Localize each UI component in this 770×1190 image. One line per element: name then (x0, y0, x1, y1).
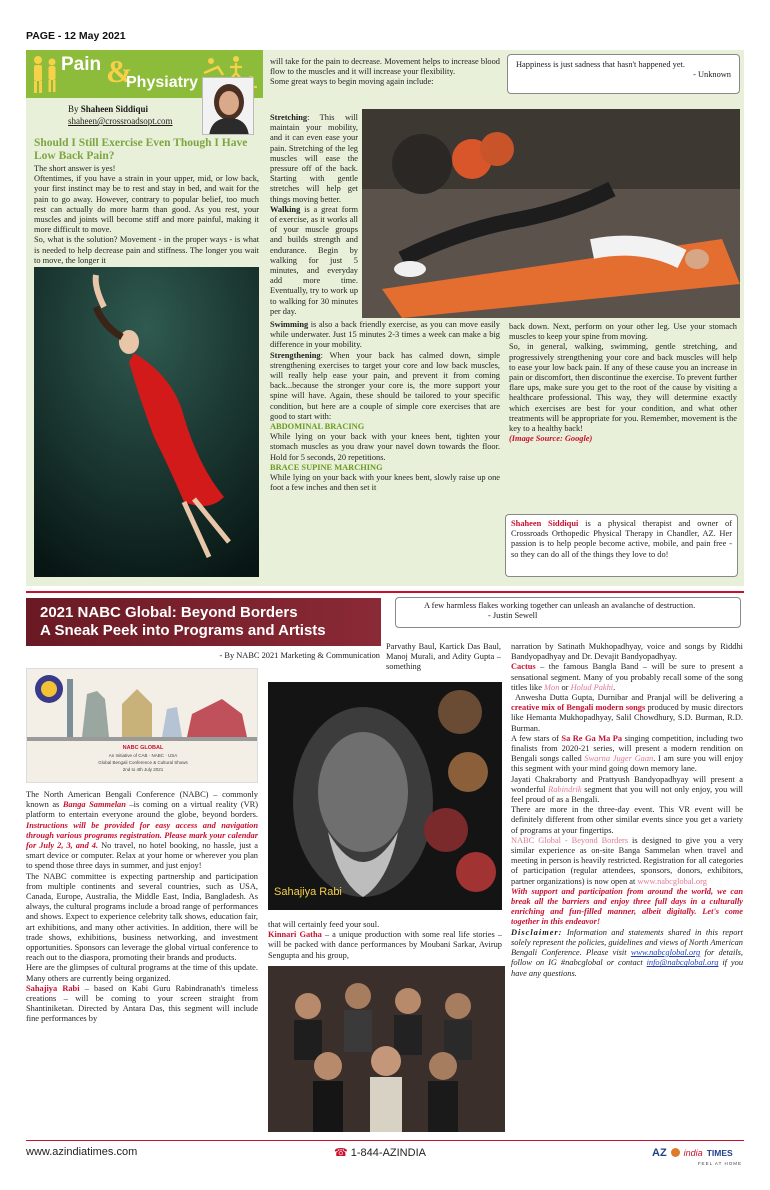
nabc-col2-top (386, 642, 501, 673)
byline-name: Shaheen Siddiqui (80, 104, 149, 114)
song-holud-pakhi: Holud Pakhi (570, 682, 614, 692)
pain-quote-box (507, 54, 740, 94)
stretching-text: : This will maintain your mobility, and it can even ease your pain. Stretching of the leg muscles will ease the pressure off of the back. Starting with gentle stretches will help get things moving better. (270, 113, 358, 204)
nabc-c1-p1-red: Instructions will be provided for easy access and navigation through various programs registration. Please mark your calendar for July 2, 3, and 4. (26, 820, 258, 851)
pain-col2-top-text: will take for the pain to decrease. Movement helps to increase blood flow to the muscles and it will increase your flexibility. (270, 57, 500, 77)
pain-banner-word-2: Physiatry (126, 74, 199, 91)
beyond-borders-text: is designed to give you a very similar experience as on-site Banga Sammelan when travel and meeting in person is heavily restricted. Registration for all categories of participation (regular attendees, sponsors, donors, exhibitors, partner organizations) is now open at (511, 835, 744, 886)
walking-text: is a great form of exercise, as it works all of your muscle groups and builds strength and endurance. Begin by walking for just 5 minutes, and everyday add more time. Eventually, try to work up to walking for 30 minutes per day. (270, 204, 358, 316)
pain-col1 (34, 164, 259, 266)
image-source: (Image Source: Google) (509, 434, 593, 444)
pain-headline: Should I Still Exercise Even Though I Have Low Back Pain? (34, 137, 248, 162)
nabc-c1-p1-c: No travel, no hotel booking, no hassle, just a smart device or computer. Relax at your home or wherever you plan to spend those three days in summer, and just enjoy! (26, 841, 258, 871)
nabc-banner (26, 598, 381, 646)
underwater-photo (34, 267, 259, 577)
globe-icon (671, 1148, 680, 1157)
disclaimer-mid: for details, follow on IG #nabcglobal or contact (511, 948, 743, 968)
nabc-c1-p1-a: The North American Bengali Conference (NABC) – commonly known as (26, 790, 258, 810)
nabc-c1-p1-em: Banga Sammelan (62, 800, 126, 810)
pain-col3 (509, 322, 737, 444)
song-mon: Mon (544, 682, 560, 692)
footer-phone (334, 1146, 426, 1159)
author-avatar (202, 77, 254, 135)
beyond-borders-pink: NABC Global - Beyond Borders (511, 835, 629, 845)
nabc-c3-p1: narration by Satinath Mukhopadhyay, voice and songs by Riddhi Bandyopadhyay and Dr. Devajit Bandyopadhyay. (511, 642, 743, 662)
nabc-c1-p4-text: – based on Kabi Guru Rabindranath's timeless creations – will be coming to your screen straight from Shantiniketan. Directed by Antara Das, this segment will include fine performances by (26, 983, 258, 1024)
anwesha-text-b: produced by music directors like Hemanta Mukhopadhyay, Salil Chowdhury, S.D. Burman, R.D. Burman. (511, 703, 743, 733)
pain-col1-p3: So, what is the solution? Movement - in the proper ways - is what is needed to help decrease pain and stiffness. The longer you wait to move, the longer it (34, 235, 259, 265)
pain-col2-intro: Some great ways to begin moving again include: (270, 77, 434, 87)
bio-name: Shaheen Siddiqui (511, 519, 579, 528)
disclaimer-end: if you have any questions. (511, 958, 744, 978)
pain-col1-p1: The short answer is yes! (34, 164, 116, 173)
photo-caption: Sahajiya Rabi (274, 886, 342, 898)
nabc-c1-p1-b: –is coming on a virtual reality (VR) platform to entertain everyone around the globe, beyond borders. (26, 800, 258, 820)
three-day-text: There are more in the three-day event. This VR event will be definitely different from other similar events since you get a variety of programs at your fingertips. (511, 805, 743, 835)
footer-website[interactable]: www.azindiatimes.com (26, 1146, 138, 1158)
kinnari-label: Kinnari Gatha (268, 930, 322, 940)
nabc-col1 (26, 790, 258, 1025)
nabc-quote-author: - Justin Sewell (488, 611, 538, 620)
support-statement: With support and participation from around the world, we can break all the barriers and enjoy three full days in a culturally enriching and fun-filled manner, albeit digitally. Let's come together in this endeavor! (511, 886, 743, 927)
band-photo (268, 966, 505, 1132)
bio-text: is a physical therapist and owner of Crossroads Orthopedic Physical Therapy in Chandler, AZ. Her passion is to help people become active, mobile, and pain free - so they can do all of the things they love to do! (511, 519, 732, 559)
sare-red: Sa Re Ga Ma Pa (561, 733, 623, 743)
pain-byline (68, 103, 173, 127)
abdominal-label: ABDOMINAL BRACING (270, 422, 365, 432)
pain-col3-p1: back down. Next, perform on your other leg. Use your stomach muscles to keep your spine from moving. (509, 322, 737, 342)
footer-rule (26, 1140, 744, 1141)
disclaimer-text: Information and statements shared in this report solely represent the policies, guidelines and views of North American Bengali Conference. Please visit (511, 927, 743, 958)
anwesha-red: creative mix of Bengali modern songs (511, 703, 646, 713)
brace-label: BRACE SUPINE MARCHING (270, 462, 383, 472)
nabc-banner-line-2: A Sneak Peek into Programs and Artists (40, 622, 326, 639)
nabc-c1-p3: Here are the glimpses of cultural programs at the time of this update. Many others are currently being organized. (26, 963, 258, 983)
swarna-juger-gaan: Swarna Juger Gaan (584, 754, 654, 764)
phone-icon: ☎ (334, 1147, 348, 1159)
nabc-byline: - By NABC 2021 Marketing & Communication (219, 651, 380, 660)
logo-az: AZ (652, 1147, 667, 1159)
nabc-c1-p4-label: Sahajiya Rabi (26, 983, 80, 993)
walking-label: Walking (270, 204, 301, 214)
anwesha-text-a: Anwesha Dutta Gupta, Durnibar and Pranjal will be delivering a (515, 693, 743, 703)
sare-text-b: singing competition, including two finalists from 2020-21 series, will present a modern rendition on Bengali songs called (511, 733, 743, 764)
cactus-or: or (559, 682, 571, 692)
pain-banner-amp: & (106, 53, 133, 89)
page-label: PAGE - 12 May 2021 (26, 30, 126, 42)
pain-col2-narrow (270, 113, 358, 317)
swimming-label: Swimming (270, 320, 309, 329)
cactus-label: Cactus (511, 662, 536, 672)
pain-col1-p2: Oftentimes, if you have a strain in your upper, mid, or low back, your first instinct may be to rest and stay in bed, and wait for the pain to go away. However, contrary to popular belief, too much rest can actually do more harm than good. As you rest, your muscles and joints will become stiff and more painful, making it more difficult to move. (34, 174, 259, 235)
footer-logo (652, 1143, 746, 1165)
logo-times: TIMES (706, 1148, 733, 1158)
strengthening-text: : When your back has calmed down, simple strengthening exercises to target your core and low back muscles, will really help ease your pain, and prevent it from coming back...because the stronger your core is, the more support your spine will have. Again, these should be tailored to your specific condition, but here are a couple of simple core exercises that are good to start with: (270, 350, 500, 421)
poster-conference: Global Bengali Conference & Cultural Shows (98, 760, 188, 765)
sahajiya-rabi-photo (268, 682, 502, 910)
nabc-quote-text: A few harmless flakes working together can unleash an avalanche of destruction. (424, 601, 696, 610)
jayati-text-a: Jayati Chakraborty and Prattyush Bandyopadhyay will present a wonderful (511, 774, 743, 794)
nabc-c2-mid: that will certainly feed your soul. (268, 920, 380, 929)
pain-banner-word-1: Pain (61, 54, 102, 75)
stretching-label: Stretching (270, 113, 308, 122)
disclaimer-label: Disclaimer: (511, 927, 563, 937)
rabindrik: Rabindrik (548, 784, 582, 794)
nabc-col2-bottom (268, 920, 502, 961)
pain-col3-p2: So, in general, walking, swimming, gentle stretching, and progressively strengthening your core and back muscles will help to ease your low back pain. If any of these cause you an increase in pain or discomfort, then discontinue the exercise. To prevent further flare ups, make sure you get to the root of the cause by visiting a healthcare professional. This way, they will determine exactly which exercises are best for your condition, and what other treatments will be appropriate for you. Remember, movement is the key to a healthy back! (509, 342, 737, 434)
nabcglobal-email[interactable]: info@nabcglobal.org (646, 958, 719, 968)
pain-col2-top (270, 57, 500, 88)
logo-tagline: FEEL AT HOME (697, 1161, 742, 1166)
poster-subtitle: An Initiative of CAB · NABC · USA (108, 753, 178, 758)
brace-text: While lying on your back with your knees bent, slowly raise up one foot a few inches and then set it (270, 473, 500, 493)
section-divider (26, 591, 744, 593)
author-bio-box (505, 514, 738, 577)
cactus-text: – the famous Bangla Band – will be sure to present a sensational segment. Many of you probably recall some of the song titles like (511, 662, 743, 692)
nabc-c1-p2: The NABC committee is expecting partnership and participation from multiple continents and several countries, such as USA, Canada, Europe, Australia, the Middle East, India, Bangladesh. As always, the cultural programs include a broad range of performances and shows. Expect to experience celebrity talk shows, education fair, art exhibitions, and many other activities. In addition, there will be trade shows, exhibitions, business networking, and investment opportunities. Sponsors can leverage the global virtual conference to reach out to the diaspora, promoting their brands and products. (26, 871, 258, 963)
sare-text-c: . I am sure you will enjoy this segment with your mind going down memory lane. (511, 754, 744, 774)
nabc-poster (26, 668, 258, 783)
byline-prefix: By (68, 104, 79, 114)
pain-col2-wide (270, 320, 500, 493)
poster-dates: 2nd to 4th July 2021 (122, 767, 164, 772)
nabc-banner-line-1: 2021 NABC Global: Beyond Borders (40, 604, 298, 621)
strengthening-label: Strengthening (270, 350, 321, 360)
kinnari-text: – a unique production with some real life stories – will be packed with dance performances by Moubani Sarkar, Avirup Sengupta and his group, (268, 930, 502, 960)
cactus-end: . (613, 682, 616, 692)
exercise-photo (362, 109, 740, 318)
silhouettes-icon (30, 53, 60, 97)
jayati-text-b: segment that you will not only enjoy, you will feel proud of as a Bengali. (511, 784, 743, 805)
pain-quote-text: Happiness is just sadness that hasn't happened yet. (516, 60, 685, 69)
footer-phone-number: 1-844-AZINDIA (350, 1147, 426, 1159)
nabc-c2-top: Parvathy Baul, Kartick Das Baul, Manoj Murali, and Adity Gupta – something (386, 642, 501, 672)
poster-title: NABC GLOBAL (122, 745, 164, 751)
abdominal-text: While lying on your back with your knees bent, tighten your stomach muscles as you draw your navel down towards the floor. Hold for 5 seconds, 20 repetitions. (270, 432, 500, 462)
nabcglobal-url-2[interactable]: www.nabcglobal.org (630, 948, 701, 958)
pain-quote-author: - Unknown (693, 70, 731, 79)
nabc-col3 (511, 642, 743, 979)
swimming-text: is also a back friendly exercise, as you can move easily while underwater. Just 15 minutes 2-3 times a week can make a big difference in your mobility. (270, 320, 500, 350)
nabcglobal-url-1[interactable]: www.nabcglobal.org (637, 876, 707, 886)
logo-india: india (683, 1148, 703, 1158)
sare-text-a: A few stars of (511, 733, 562, 743)
byline-email[interactable]: shaheen@crossroadsopt.com (68, 116, 173, 126)
nabc-quote-box (395, 597, 741, 628)
